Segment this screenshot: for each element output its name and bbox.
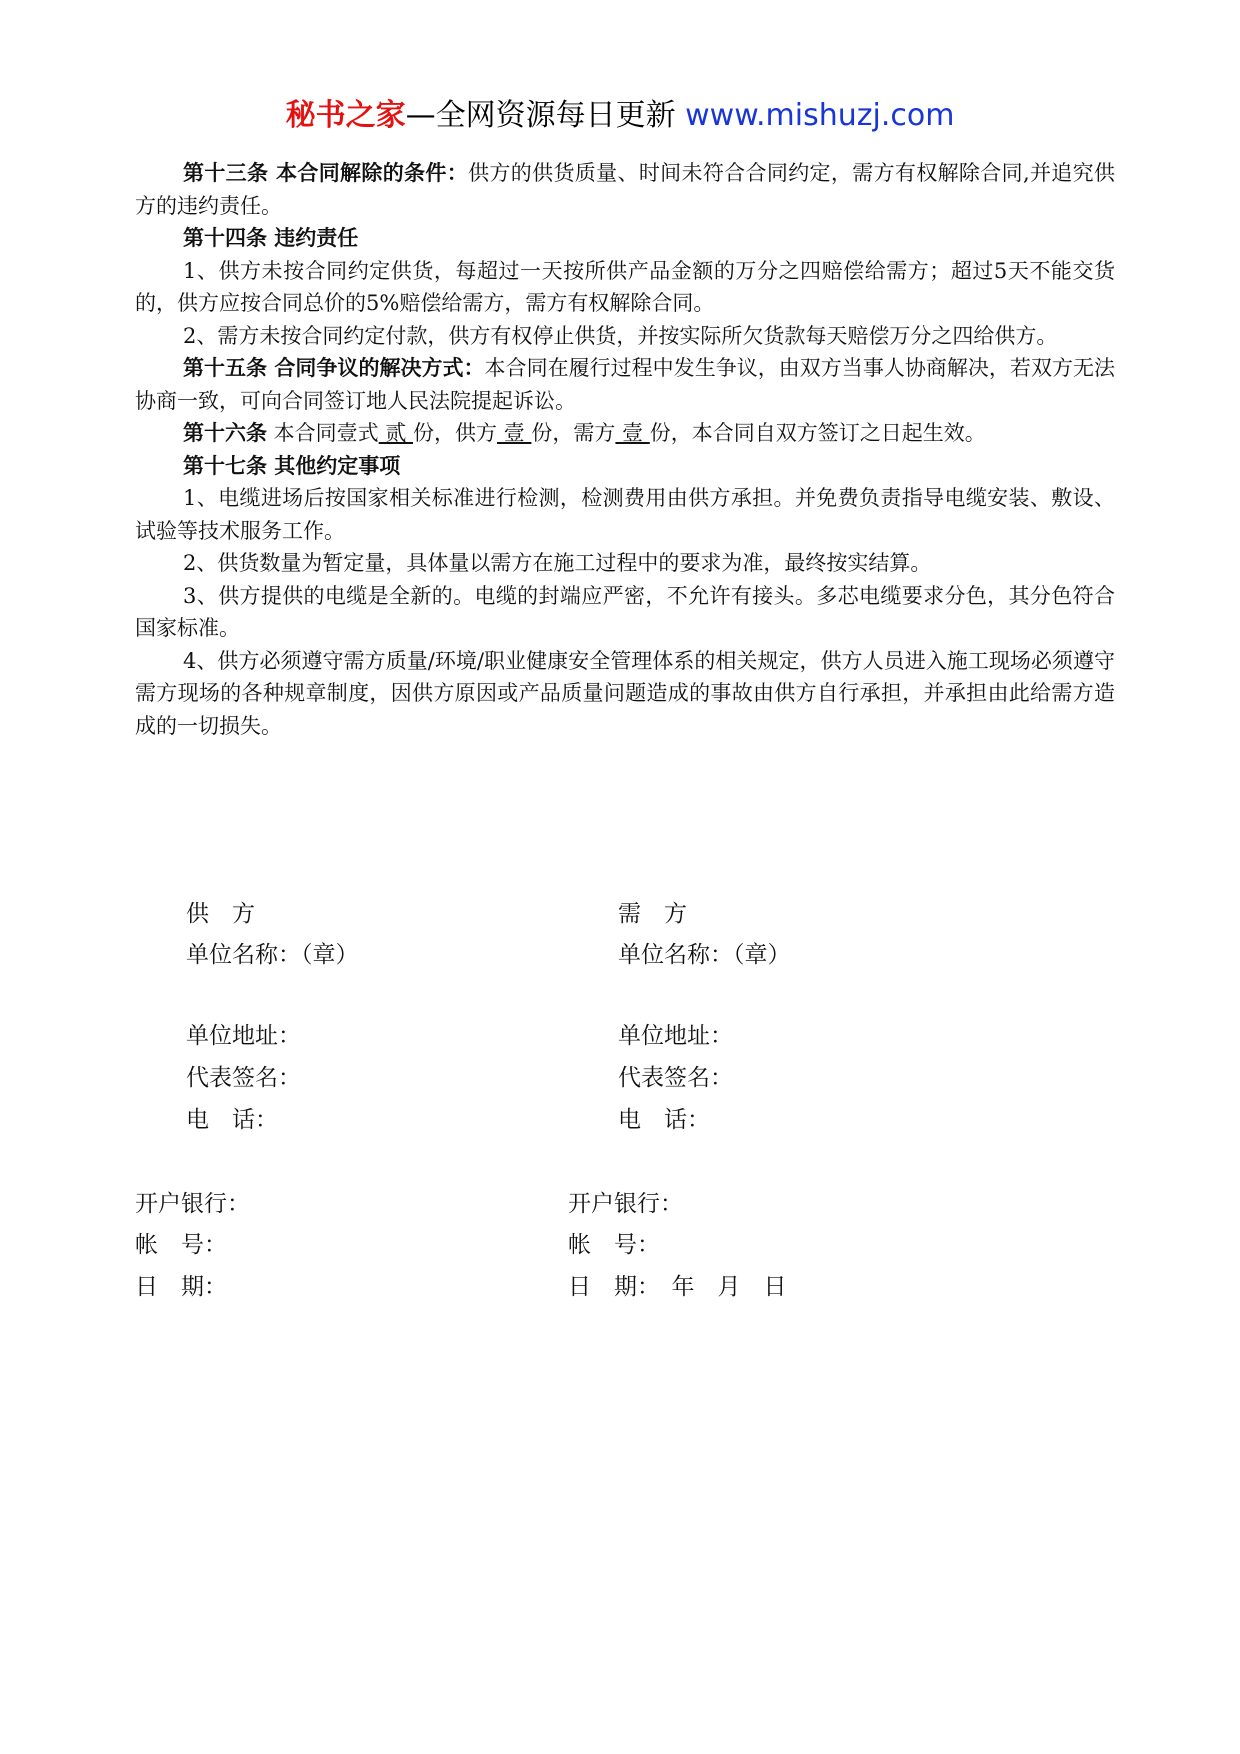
article-17-title: 第十七条 其他约定事项 [183, 452, 401, 478]
article-15-title: 第十五条 合同争议的解决方式： [183, 355, 485, 380]
supplier-unit-name-label: 单位名称：（章） [186, 942, 359, 968]
supplier-phone-label: 电 话： [186, 1107, 278, 1133]
article-14-clause-2: 2、需方未按合同约定付款，供方有权停止供货，并按实际所欠货款每天赔偿万分之四给供方。 [183, 323, 1058, 348]
buyer-address-label: 单位地址： [618, 1023, 733, 1049]
supplier-account-label: 帐 号： [135, 1232, 227, 1258]
article-17-clause-3: 3、供方提供的电缆是全新的。电缆的封端应严密，不允许有接头。多芯电缆要求分色，其分色符合国家标准。 [135, 583, 1115, 640]
buyer-bank-label: 开户银行： [568, 1191, 683, 1217]
article-14-title: 第十四条 违约责任 [183, 225, 359, 250]
article-17-clause-1: 1、电缆进场后按国家相关标准进行检测，检测费用由供方承担。并免费负责指导电缆安装、敷设、试验等技术服务工作。 [135, 486, 1115, 543]
contract-body [135, 157, 1115, 742]
article-15-text: 本合同在履行过程中发生争议，由双方当事人协商解决，若双方无法协商一致，可向合同签订地人民法院提起诉讼。 [135, 356, 1115, 413]
supplier-rep-signature-label: 代表签名： [186, 1065, 301, 1091]
article-16: 第十六条 本合同壹式 贰 份，供方 壹 份，需方 壹 份，本合同自双方签订之日起生效。 [183, 420, 986, 445]
article-13 [135, 157, 1115, 222]
site-header [0, 98, 1240, 134]
buyer-party-label: 需 方 [618, 901, 687, 927]
buyer-unit-name-label: 单位名称：（章） [618, 942, 791, 968]
supplier-date-label: 日 期： [135, 1274, 227, 1300]
copies-buyer-blank: 壹 [615, 421, 650, 445]
article-13-text: 供方的供货质量、时间未符合合同约定，需方有权解除合同,并追究供方的违约责任。 [135, 161, 1115, 218]
article-14-clause-1: 1、供方未按合同约定供货，每超过一天按所供产品金额的万分之四赔偿给需方；超过5天不能交货的，供方应按合同总价的5%赔偿给需方，需方有权解除合同。 [135, 258, 1115, 315]
copies-supplier-blank: 壹 [497, 421, 532, 445]
buyer-rep-signature-label: 代表签名： [618, 1065, 733, 1091]
article-13-title: 第十三条 本合同解除的条件： [183, 160, 469, 185]
article-16-title: 第十六条 [183, 420, 267, 445]
buyer-account-label: 帐 号： [568, 1232, 660, 1258]
article-15 [135, 352, 1115, 417]
site-brand: 秘书之家 [285, 98, 406, 133]
article-17-clause-4: 4、供方必须遵守需方质量/环境/职业健康安全管理体系的相关规定，供方人员进入施工现场必须遵守需方现场的各种规章制度，因供方原因或产品质量问题造成的事故由供方自行承担，并承担由此给需方造成的一切损失。 [135, 648, 1115, 738]
site-tagline: —全网资源每日更新 [405, 98, 686, 133]
supplier-party-label: 供 方 [186, 901, 255, 927]
article-17-clause-2: 2、供货数量为暂定量，具体量以需方在施工过程中的要求为准，最终按实结算。 [183, 551, 932, 575]
buyer-date-label: 日 期： 年 月 日 [568, 1274, 787, 1300]
supplier-address-label: 单位地址： [186, 1023, 301, 1049]
supplier-bank-label: 开户银行： [135, 1191, 250, 1217]
copies-total-blank: 贰 [378, 421, 414, 445]
site-url-link[interactable]: www.mishuzj.com [685, 98, 955, 133]
buyer-phone-label: 电 话： [618, 1107, 710, 1133]
